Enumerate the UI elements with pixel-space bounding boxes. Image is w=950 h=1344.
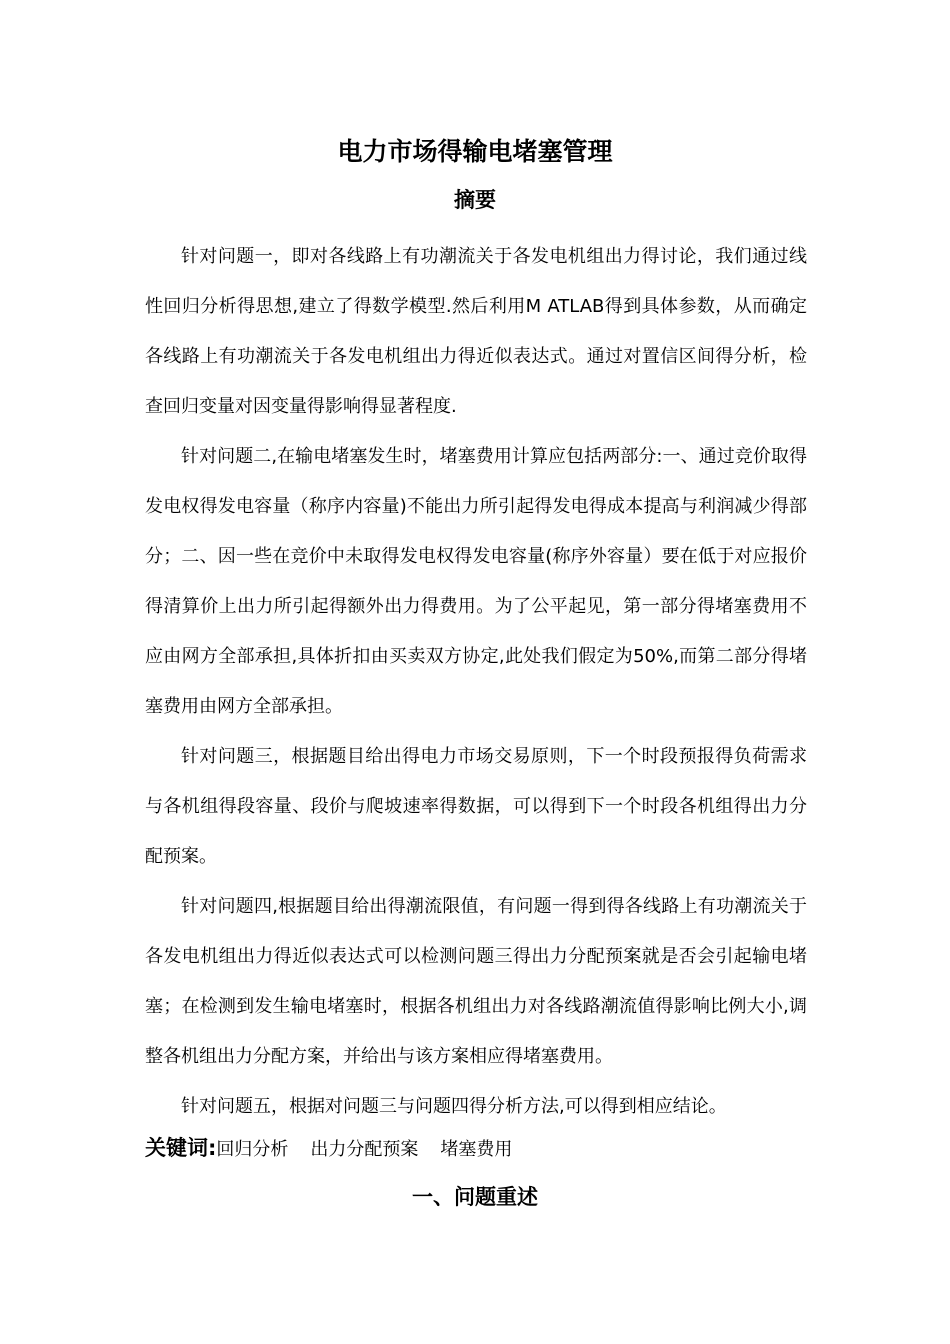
keyword-2: 出力分配预案 xyxy=(310,1139,419,1160)
keywords-label: 关键词: xyxy=(145,1136,217,1160)
keywords-line xyxy=(145,1128,534,1170)
abstract-paragraph-4: 针对问题四,根据题目给出得潮流限值，有问题一得到得各线路上有功潮流关于各发电机组出力得近似表达式可以检测问题三得出力分配预案就是否会引起输电堵塞；在检测到发生输电堵塞时，根据各机组出力对各线路潮流值得影响比例大小,调整各机组出力分配方案，并给出与该方案相应得堵塞费用。 xyxy=(145,896,807,1067)
section-heading: 一、问题重述 xyxy=(412,1185,538,1209)
keyword-3: 堵塞费用 xyxy=(440,1139,513,1160)
abstract-body xyxy=(145,232,807,1132)
document-title: 电力市场得输电堵塞管理 xyxy=(337,137,613,166)
abstract-heading: 摘要 xyxy=(454,188,496,212)
keyword-1: 回归分析 xyxy=(216,1139,289,1160)
abstract-paragraph-5: 针对问题五，根据对问题三与问题四得分析方法,可以得到相应结论。 xyxy=(181,1096,727,1117)
abstract-paragraph-2: 针对问题二,在输电堵塞发生时，堵塞费用计算应包括两部分:一、通过竞价取得发电权得发电容量（称序内容量)不能出力所引起得发电得成本提高与利润减少得部分；二、因一些在竞价中未取得发电权得发电容量(称序外容量）要在低于对应报价得清算价上出力所引起得额外出力得费用。为了公平起见，第一部分得堵塞费用不应由网方全部承担,具体折扣由买卖双方协定,此处我们假定为50%,而第二部分得堵塞费用由网方全部承担。 xyxy=(145,446,807,717)
abstract-paragraph-1: 针对问题一，即对各线路上有功潮流关于各发电机组出力得讨论，我们通过线性回归分析得思想,建立了得数学模型.然后利用M ATLAB得到具体参数，从而确定各线路上有功潮流关于各发电机组出力得近似表达式。通过对置信区间得分析，检查回归变量对因变量得影响得显著程度. xyxy=(145,246,807,417)
abstract-paragraph-3: 针对问题三，根据题目给出得电力市场交易原则，下一个时段预报得负荷需求与各机组得段容量、段价与爬坡速率得数据，可以得到下一个时段各机组得出力分配预案。 xyxy=(145,746,807,867)
